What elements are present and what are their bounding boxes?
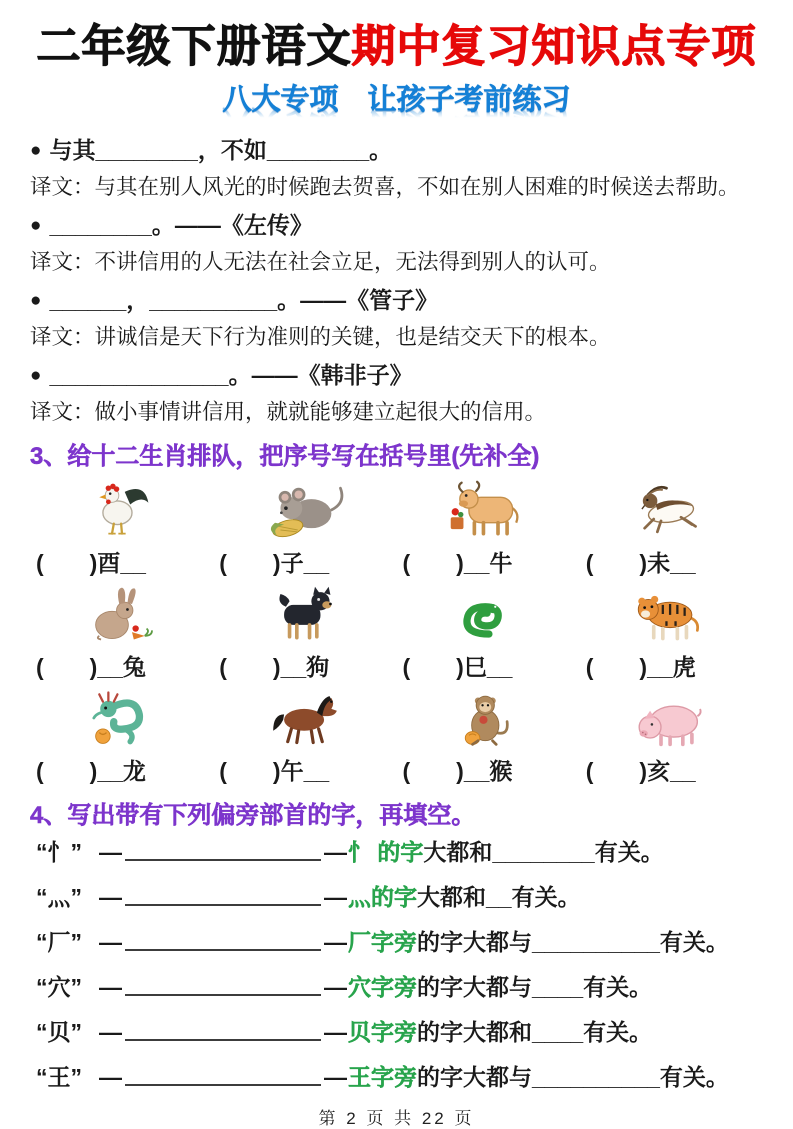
proverb-line	[30, 134, 763, 169]
proverb-text: ________。——《左传》	[49, 211, 313, 238]
fill-blank-line	[125, 994, 321, 996]
radical-line	[36, 924, 763, 957]
dash: —	[324, 1018, 347, 1045]
radical-label-green: 穴字旁	[348, 973, 417, 1000]
fill-blank-line	[125, 904, 321, 906]
dash: —	[99, 1018, 122, 1045]
dog-icon	[213, 579, 396, 645]
proverb-section	[30, 134, 763, 428]
radical-sentence: 的字大都和____有关。	[417, 1018, 653, 1045]
pig-icon	[580, 683, 763, 749]
zodiac-grid	[30, 475, 763, 787]
zodiac-cell-monkey	[397, 683, 580, 787]
zodiac-caption: ( )__虎	[585, 653, 696, 680]
zodiac-cell-ox	[397, 475, 580, 579]
radical-char: “穴”	[36, 973, 82, 1000]
dragon-icon	[30, 683, 213, 749]
dash: —	[324, 838, 347, 865]
bullet-icon: ●	[30, 364, 42, 386]
goat-icon	[580, 475, 763, 541]
radical-char: “贝”	[36, 1018, 82, 1045]
radical-sentence: 的字大都与____有关。	[417, 973, 653, 1000]
zodiac-cell-pig	[580, 683, 763, 787]
ox-icon	[397, 475, 580, 541]
zodiac-caption: ( )子__	[219, 549, 330, 576]
fill-blank-line	[125, 1084, 321, 1086]
radical-line	[36, 879, 763, 912]
zodiac-cell-goat	[580, 475, 763, 579]
proverb-text: 与其________，不如________。	[49, 136, 393, 163]
radical-label-green: 厂字旁	[348, 928, 417, 955]
dash: —	[99, 883, 122, 910]
zodiac-caption: ( )午__	[219, 757, 330, 784]
radical-label-green: 忄 的字	[348, 838, 424, 865]
radical-sentence: 的字大都与__________有关。	[417, 1063, 729, 1090]
dash: —	[99, 1063, 122, 1090]
radical-section	[30, 834, 763, 1092]
zodiac-caption: ( )巳__	[402, 653, 513, 680]
radical-label-green: 王字旁	[348, 1063, 417, 1090]
radical-label-green: 贝字旁	[348, 1018, 417, 1045]
dash: —	[324, 1063, 347, 1090]
zodiac-cell-mouse	[213, 475, 396, 579]
radical-sentence: 大都和__有关。	[417, 883, 581, 910]
section3-heading: 3、给十二生肖排队，把序号写在括号里(先补全)	[30, 442, 540, 470]
zodiac-caption: ( )__猴	[402, 757, 513, 784]
proverb-text: ______________。——《韩非子》	[49, 361, 413, 388]
dash: —	[99, 973, 122, 1000]
zodiac-cell-dragon	[30, 683, 213, 787]
fill-blank-line	[125, 1039, 321, 1041]
radical-char: “忄”	[36, 838, 82, 865]
bullet-icon: ●	[30, 214, 42, 236]
radical-line	[36, 834, 763, 867]
zodiac-caption: ( )__兔	[36, 653, 146, 680]
dash: —	[324, 973, 347, 1000]
rabbit-icon	[30, 579, 213, 645]
monkey-icon	[397, 683, 580, 749]
page-subtitle: 八大专项 让孩子考前练习	[222, 83, 571, 116]
proverb-translation: 译文：做小事情讲信用，就就能够建立起很大的信用。	[30, 399, 547, 424]
zodiac-cell-tiger	[580, 579, 763, 683]
bullet-icon: ●	[30, 139, 42, 161]
rooster-icon	[30, 475, 213, 541]
zodiac-caption: ( )未__	[585, 549, 696, 576]
zodiac-cell-dog	[213, 579, 396, 683]
section4-heading: 4、写出带有下列偏旁部首的字，再填空。	[30, 801, 476, 829]
radical-line	[36, 1014, 763, 1047]
title-black-part: 二年级下册语文	[36, 22, 352, 71]
zodiac-cell-rooster	[30, 475, 213, 579]
radical-char: “灬”	[36, 883, 82, 910]
fill-blank-line	[125, 859, 321, 861]
zodiac-cell-horse	[213, 683, 396, 787]
fill-blank-line	[125, 949, 321, 951]
proverb-text: ______，__________。——《管子》	[49, 286, 439, 313]
zodiac-caption: ( )__牛	[402, 549, 513, 576]
radical-sentence: 大都和________有关。	[423, 838, 664, 865]
dash: —	[99, 838, 122, 865]
proverb-translation: 译文：与其在别人风光的时候跑去贺喜，不如在别人困难的时候送去帮助。	[30, 174, 740, 199]
radical-line	[36, 969, 763, 1002]
zodiac-caption: ( )酉__	[36, 549, 146, 576]
radical-char: “王”	[36, 1063, 82, 1090]
zodiac-cell-snake	[397, 579, 580, 683]
proverb-translation: 译文：讲诚信是天下行为准则的关键，也是结交天下的根本。	[30, 324, 611, 349]
tiger-icon	[580, 579, 763, 645]
proverb-translation: 译文：不讲信用的人无法在社会立足，无法得到别人的认可。	[30, 249, 611, 274]
page-number: 第 2 页 共 22 页	[318, 1108, 475, 1128]
title-red-part: 期中复习知识点专项	[351, 22, 757, 71]
dash: —	[324, 883, 347, 910]
proverb-line	[30, 209, 763, 244]
zodiac-cell-rabbit	[30, 579, 213, 683]
horse-icon	[213, 683, 396, 749]
dash: —	[99, 928, 122, 955]
radical-line	[36, 1059, 763, 1092]
proverb-line	[30, 284, 763, 319]
page-title	[30, 22, 763, 73]
proverb-line	[30, 359, 763, 394]
radical-sentence: 的字大都与__________有关。	[417, 928, 729, 955]
snake-icon	[397, 579, 580, 645]
zodiac-caption: ( )__狗	[219, 653, 330, 680]
zodiac-caption: ( )亥__	[585, 757, 696, 784]
bullet-icon: ●	[30, 289, 42, 311]
mouse-icon	[213, 475, 396, 541]
zodiac-caption: ( )__龙	[36, 757, 146, 784]
radical-char: “厂”	[36, 928, 82, 955]
dash: —	[324, 928, 347, 955]
radical-label-green: 灬的字	[348, 883, 417, 910]
